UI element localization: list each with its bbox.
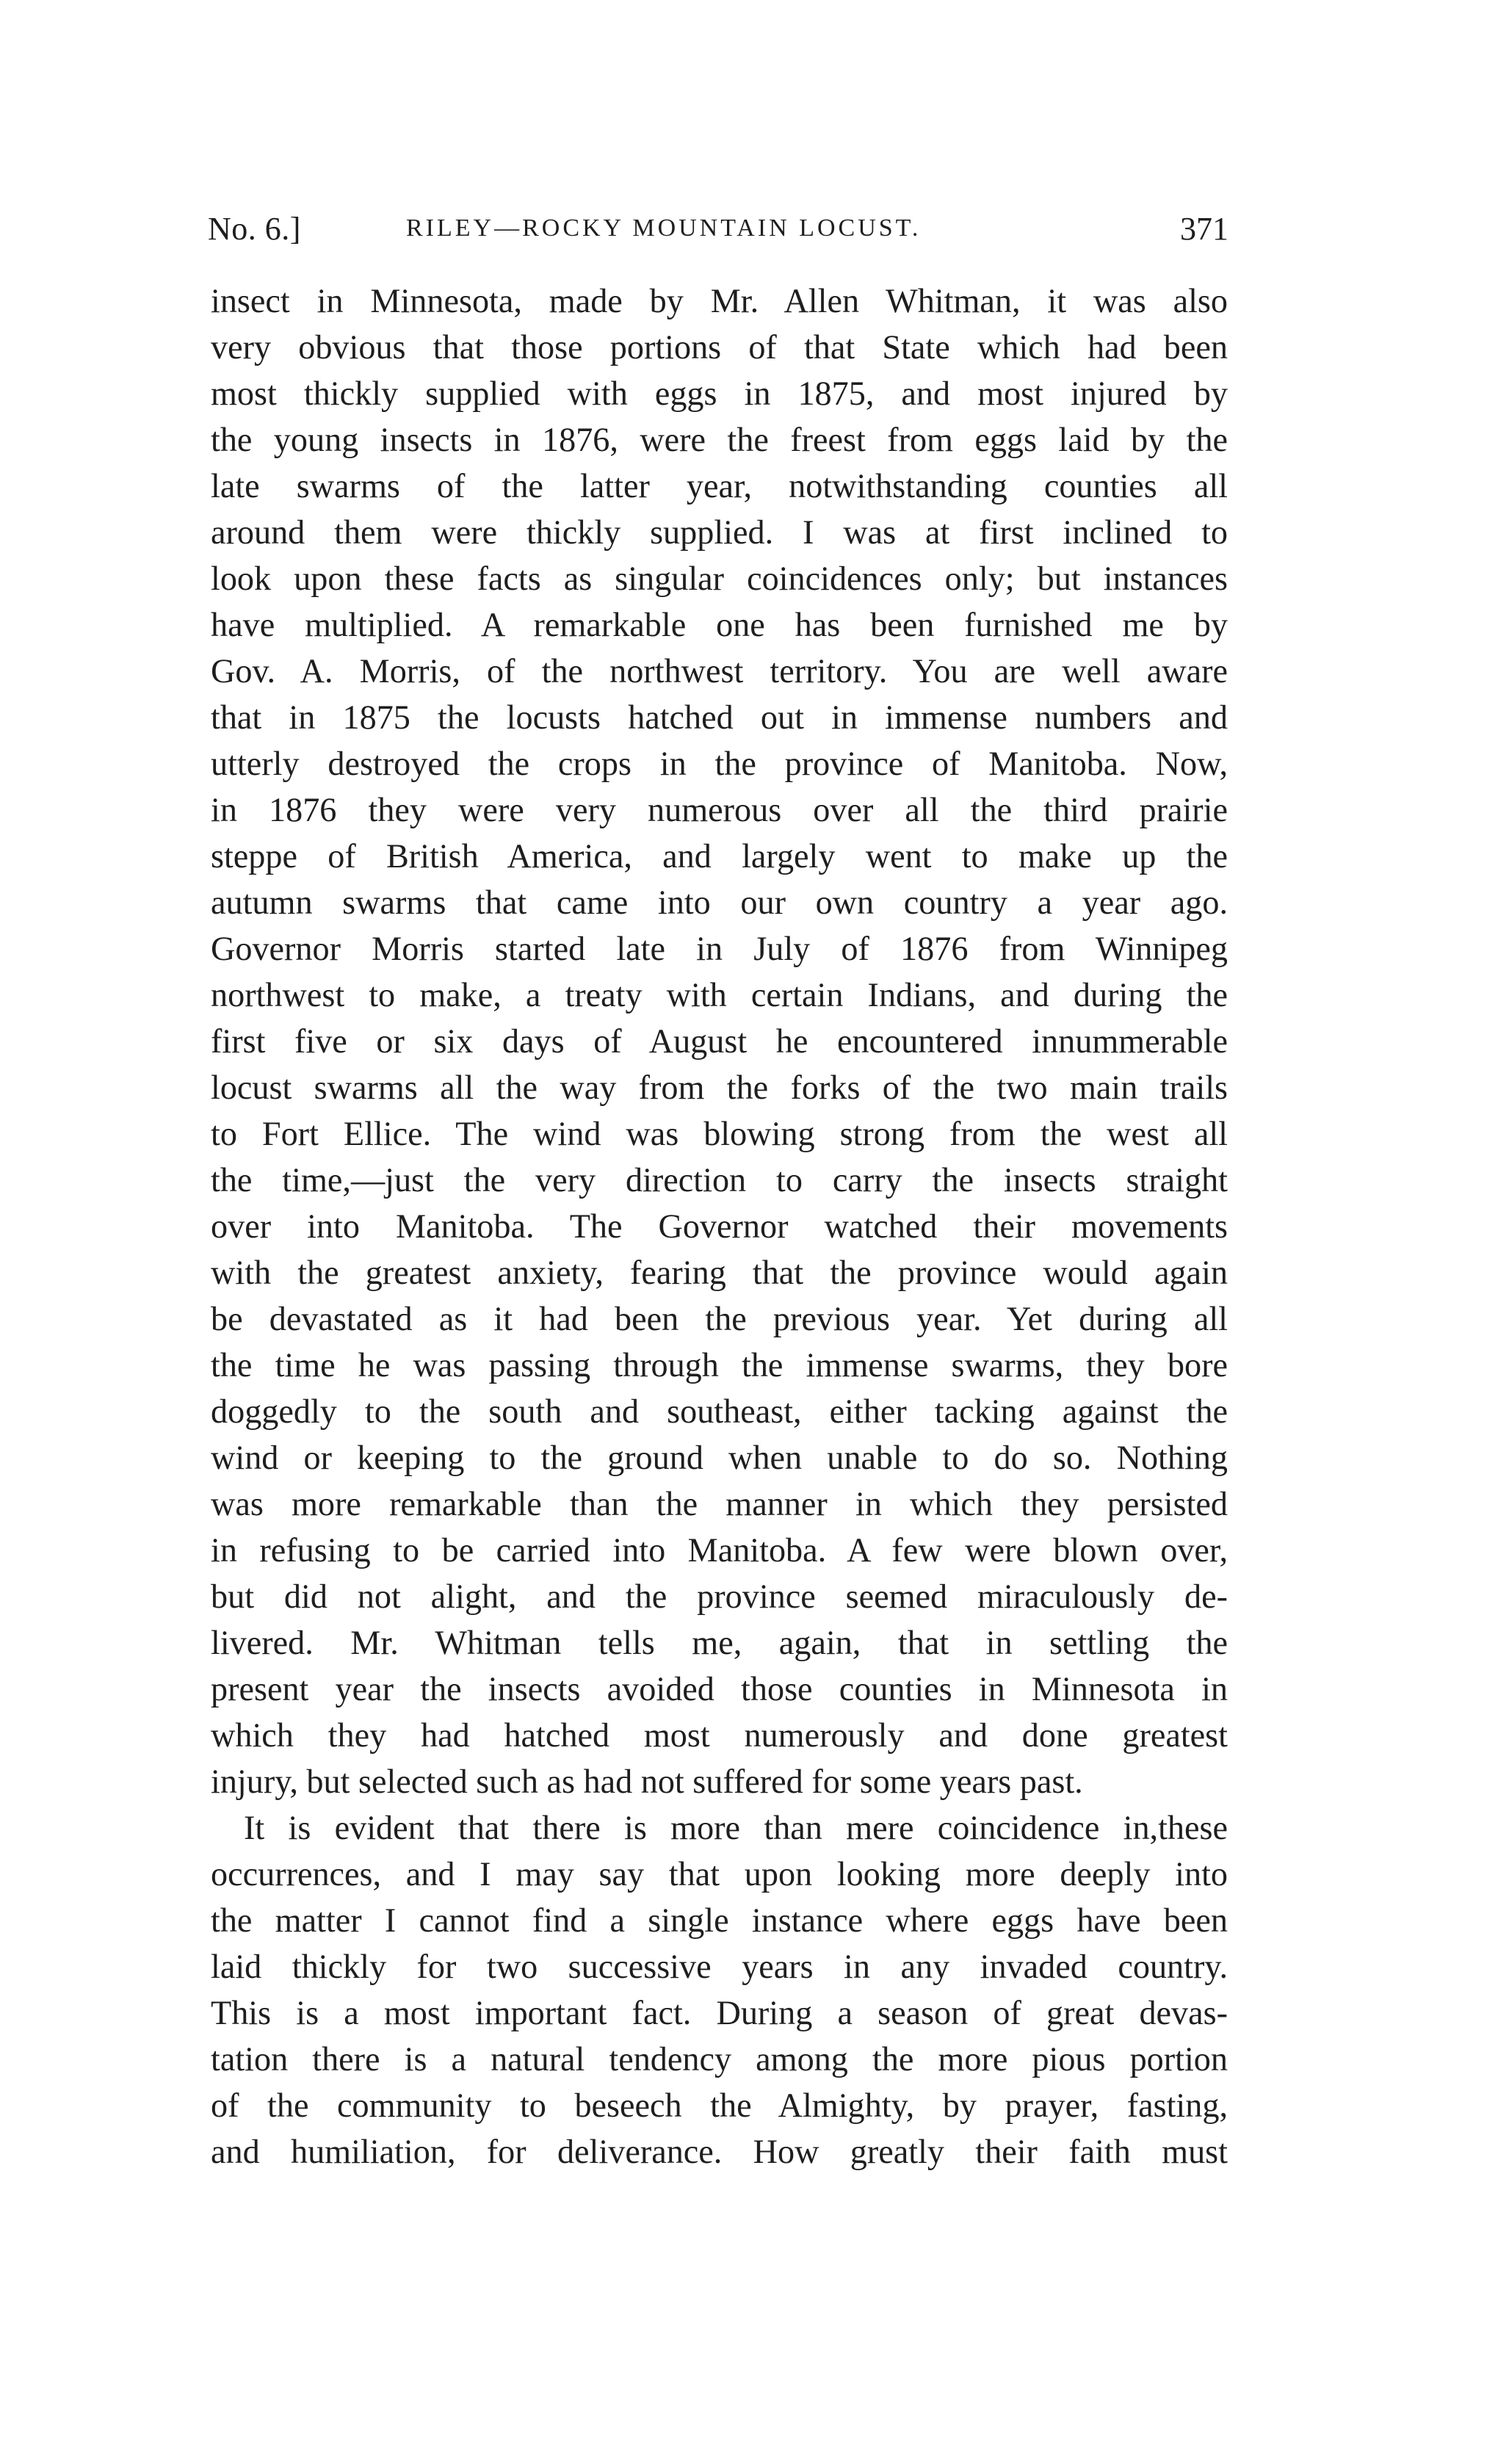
- text-line: late swarms of the latter year, notwithstanding counties all: [211, 467, 1228, 505]
- text-line: injury, but selected such as had not suffered for some years past.: [211, 1763, 1083, 1800]
- text-line: the time he was passing through the immense swarms, they bore: [211, 1346, 1228, 1384]
- text-line: insect in Minnesota, made by Mr. Allen Whitman, it was also: [211, 282, 1228, 319]
- text-line: but did not alight, and the province seemed miraculously de-: [211, 1578, 1228, 1615]
- text-line: steppe of British America, and largely went to make up the: [211, 837, 1228, 875]
- text-line: was more remarkable than the manner in which they persisted: [211, 1485, 1228, 1522]
- text-line: the matter I cannot find a single instance where eggs have been: [211, 1901, 1228, 1939]
- text-line: the time,—just the very direction to carry the insects straight: [211, 1161, 1228, 1199]
- text-line: that in 1875 the locusts hatched out in immense numbers and: [211, 698, 1228, 736]
- text-line: first five or six days of August he encountered innummerable: [211, 1022, 1228, 1060]
- issue-number: No. 6.]: [208, 211, 301, 247]
- text-line: It is evident that there is more than mere coincidence in,these: [244, 1809, 1228, 1846]
- text-line: which they had hatched most numerously and done greatest: [211, 1716, 1228, 1754]
- text-line: doggedly to the south and southeast, either tacking against the: [211, 1392, 1228, 1430]
- page-number: 371: [1180, 211, 1228, 247]
- paragraph: [211, 1804, 1228, 2175]
- text-line: with the greatest anxiety, fearing that the province would again: [211, 1254, 1228, 1291]
- body-text: [211, 278, 1228, 2175]
- text-line: northwest to make, a treaty with certain Indians, and during the: [211, 976, 1228, 1014]
- text-line: autumn swarms that came into our own country a year ago.: [211, 884, 1228, 921]
- text-line: to Fort Ellice. The wind was blowing strong from the west all: [211, 1115, 1228, 1152]
- text-line: utterly destroyed the crops in the province of Manitoba. Now,: [211, 745, 1228, 782]
- text-line: Governor Morris started late in July of 1876 from Winnipeg: [211, 930, 1228, 967]
- text-line: over into Manitoba. The Governor watched their movements: [211, 1207, 1228, 1245]
- text-line: have multiplied. A remarkable one has been furnished me by: [211, 606, 1228, 643]
- text-line: in refusing to be carried into Manitoba. A few were blown over,: [211, 1531, 1228, 1569]
- text-line: of the community to beseech the Almighty, by prayer, fasting,: [211, 2087, 1228, 2124]
- text-line: around them were thickly supplied. I was at first inclined to: [211, 513, 1228, 551]
- text-line: occurrences, and I may say that upon looking more deeply into: [211, 1855, 1228, 1893]
- running-header: [208, 210, 1228, 254]
- text-line: be devastated as it had been the previous year. Yet during all: [211, 1300, 1228, 1337]
- text-line: very obvious that those portions of that State which had been: [211, 328, 1228, 366]
- text-line: wind or keeping to the ground when unable to do so. Nothing: [211, 1439, 1228, 1476]
- text-line: Gov. A. Morris, of the northwest territory. You are well aware: [211, 652, 1228, 690]
- text-line: in 1876 they were very numerous over all the third prairie: [211, 791, 1228, 828]
- text-line: and humiliation, for deliverance. How greatly their faith must: [211, 2133, 1228, 2170]
- text-line: present year the insects avoided those counties in Minnesota in: [211, 1670, 1228, 1708]
- text-line: This is a most important fact. During a season of great devas-: [211, 1994, 1228, 2031]
- text-line: most thickly supplied with eggs in 1875, and most injured by: [211, 375, 1228, 412]
- text-line: locust swarms all the way from the forks of the two main trails: [211, 1069, 1228, 1106]
- text-line: tation there is a natural tendency among the more pious portion: [211, 2040, 1228, 2078]
- paragraph: [211, 278, 1228, 1804]
- text-line: laid thickly for two successive years in any invaded country.: [211, 1948, 1228, 1985]
- text-line: look upon these facts as singular coincidences only; but instances: [211, 560, 1228, 597]
- text-line: the young insects in 1876, were the freest from eggs laid by the: [211, 421, 1228, 458]
- running-title: RILEY—ROCKY MOUNTAIN LOCUST.: [406, 214, 922, 242]
- text-line: livered. Mr. Whitman tells me, again, that in settling the: [211, 1624, 1228, 1661]
